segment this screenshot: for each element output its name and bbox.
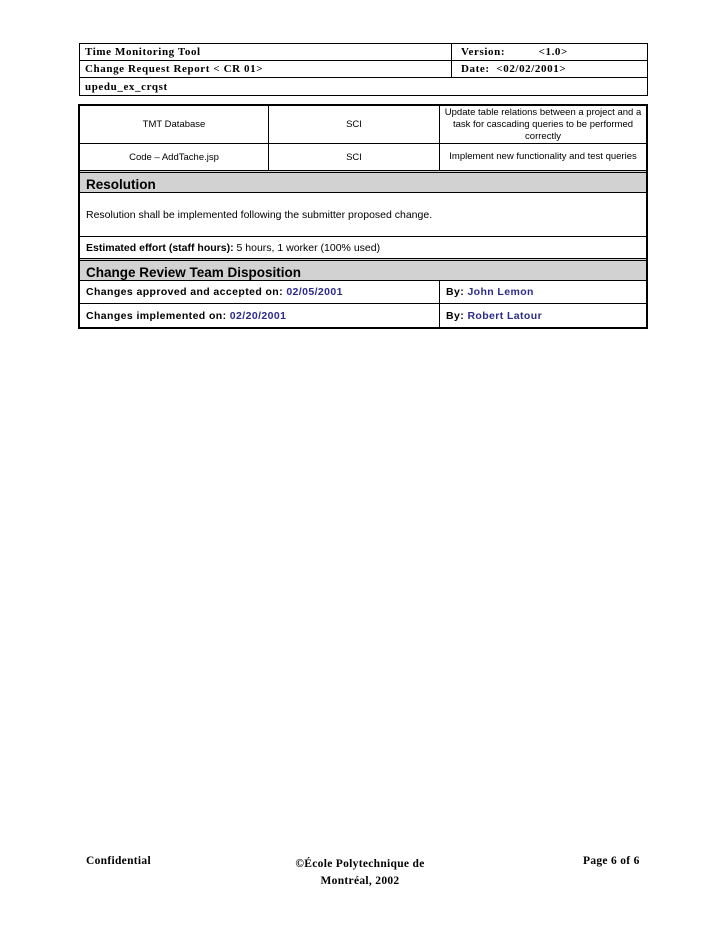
approved-by: John Lemon — [467, 286, 534, 298]
implemented-by: Robert Latour — [467, 309, 543, 322]
footer-page-number: Page 6 of 6 — [583, 855, 640, 867]
item-type: SCI — [269, 144, 440, 170]
implemented-by-label: By: — [446, 309, 468, 322]
resolution-text — [80, 193, 646, 237]
footer-confidential: Confidential — [86, 855, 151, 867]
approved-by-label: By: — [446, 286, 468, 298]
item-type: SCI — [269, 106, 440, 143]
item-description: Implement new functionality and test queries — [449, 151, 637, 162]
footer-copyright-line1: ©École Polytechnique de — [295, 858, 425, 870]
implemented-label: Changes implemented on: — [86, 309, 230, 322]
item-description: Update table relations between a project and a task for cascading queries to be performed correctly — [444, 106, 642, 142]
effort-label: Estimated effort (staff hours): — [86, 241, 234, 254]
document-id: upedu_ex_crqst — [80, 78, 648, 96]
project-title: Time Monitoring Tool — [80, 44, 452, 61]
footer-copyright — [280, 856, 440, 890]
effort-row — [80, 237, 646, 258]
approved-label: Changes approved and accepted on: — [86, 286, 287, 298]
implementation-row — [80, 304, 646, 327]
document-header — [79, 43, 648, 96]
implemented-date: 02/20/2001 — [229, 309, 287, 322]
effort-value: 5 hours, 1 worker (100% used) — [233, 241, 381, 254]
item-artifact: TMT Database — [80, 106, 269, 143]
date-field: Date: <02/02/2001> — [452, 61, 648, 78]
change-request-body — [78, 104, 648, 329]
footer-copyright-line2: Montréal, 2002 — [320, 875, 400, 887]
resolution-text-value: Resolution shall be implemented following the submitter proposed change. — [86, 208, 433, 221]
version-field: Version: <1.0> — [452, 44, 648, 61]
item-row — [80, 106, 646, 144]
item-artifact: Code – AddTache.jsp — [80, 144, 269, 170]
approval-row — [80, 281, 646, 304]
approved-date: 02/05/2001 — [286, 286, 343, 298]
disposition-heading: Change Review Team Disposition — [80, 258, 646, 281]
resolution-heading: Resolution — [80, 170, 646, 193]
report-title: Change Request Report < CR 01> — [80, 61, 452, 78]
item-row — [80, 144, 646, 170]
